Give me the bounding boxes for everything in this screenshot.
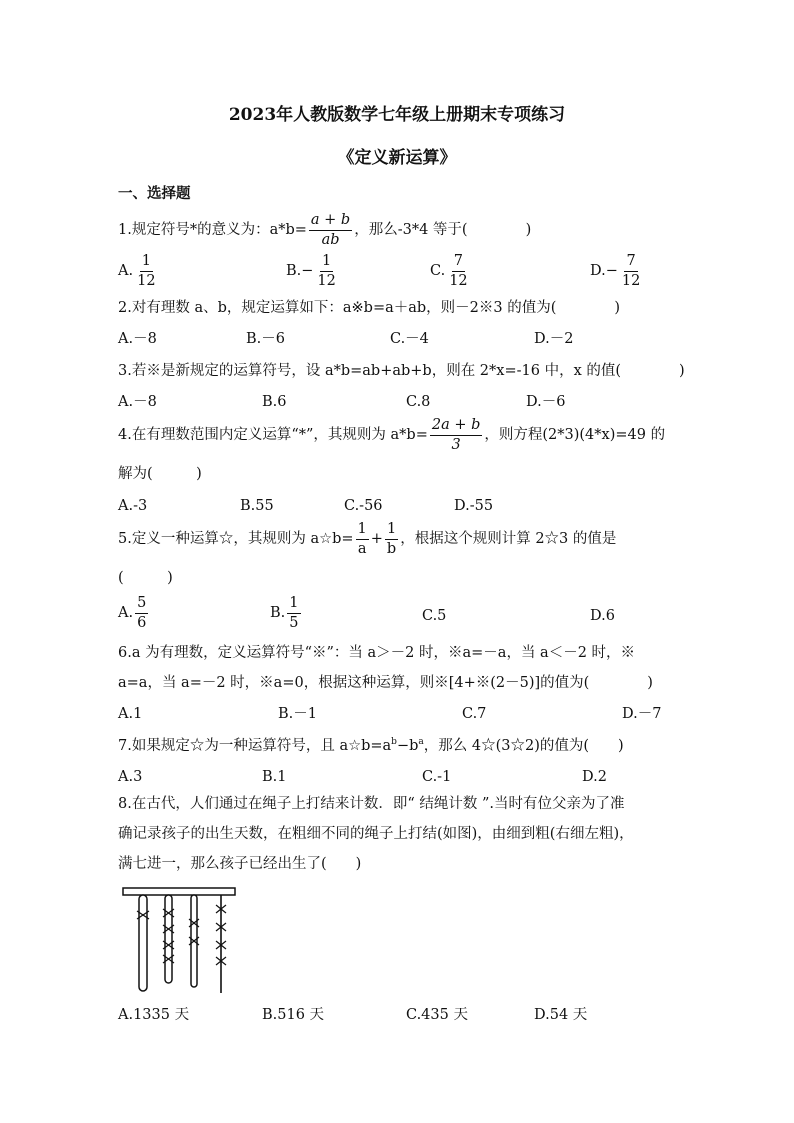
plus-sign: + [370,530,383,547]
fraction-numerator: 1 [356,522,369,540]
question-5-text-before: 5.定义一种运算☆，其规则为 a☆b= [118,530,354,547]
question-3-option-a[interactable]: A.－8 [118,394,157,410]
fraction-denominator: 12 [621,272,641,289]
question-4-text-after: ，则方程(2*3)(4*x)=49 的 [484,426,666,443]
question-7-text-after: ，那么 4☆(3☆2)的值为( ) [423,737,624,754]
fraction-denominator: 6 [137,614,147,631]
question-7-option-c[interactable]: C.-1 [422,769,452,785]
question-1-option-b[interactable] [286,254,340,288]
question-7-option-d[interactable]: D.2 [582,769,607,785]
question-4-option-b[interactable]: B.55 [240,498,274,514]
question-6-option-d[interactable]: D.－7 [622,706,662,722]
question-6-option-a[interactable]: A.1 [118,706,143,722]
question-8-option-a[interactable]: A.1335 天 [118,1007,190,1023]
option-label: A. [118,262,134,279]
question-4-text-before: 4.在有理数范围内定义运算“*”，其规则为 a*b= [118,426,428,443]
question-1-option-c[interactable] [430,254,472,288]
question-3-option-d[interactable]: D.－6 [526,394,566,410]
question-1-option-a[interactable] [118,254,160,288]
question-8-stem-line-1: 8.在古代，人们通过在绳子上打结来计数．即“ 结绳计数 ”.当时有位父亲为了准 [118,796,625,812]
page-title: 2023年人教版数学七年级上册期末专项练习 [228,105,566,125]
question-8-option-b[interactable]: B.516 天 [262,1007,325,1023]
fraction-denominator: 5 [289,614,299,631]
question-2-option-a[interactable]: A.－8 [118,331,157,347]
option-fraction [620,254,642,288]
question-6-option-b[interactable]: B.－1 [278,706,317,722]
fraction-denominator: b [386,540,397,557]
question-2-option-b[interactable]: B.－6 [246,331,285,347]
option-fraction [135,596,148,630]
fraction-denominator: 3 [451,436,461,453]
question-7-option-b[interactable]: B.1 [262,769,287,785]
question-2-option-c[interactable]: C.－4 [390,331,429,347]
fraction-denominator: 12 [449,272,468,289]
fraction-denominator: 12 [317,272,336,289]
page-subtitle: 《定义新运算》 [337,148,457,168]
option-label: D.− [590,262,618,279]
option-label: C. [430,262,446,279]
question-7-option-a[interactable]: A.3 [118,769,143,785]
question-4-option-c[interactable]: C.-56 [344,498,383,514]
fraction-denominator: ab [321,231,340,248]
question-3-stem: 3.若※是新规定的运算符号，设 a*b=ab+ab+b，则在 2*x=-16 中，x 的值( ) [118,363,685,379]
option-label: B.− [286,262,314,279]
question-5-fraction-1 [356,522,369,556]
fraction-numerator: 2a + b [430,418,483,436]
section-heading: 一、选择题 [118,185,191,202]
question-5-option-a[interactable] [118,596,150,630]
question-2-option-d[interactable]: D.－2 [534,331,574,347]
fraction-denominator: 12 [137,272,156,289]
question-6-option-c[interactable]: C.7 [462,706,487,722]
question-1-stem [118,213,531,247]
question-1-fraction [309,213,352,247]
question-7-text-mid: −b [396,737,419,754]
question-5-option-d[interactable]: D.6 [590,608,615,624]
question-8-stem-line-3: 满七进一，那么孩子已经出生了( ) [118,856,362,872]
question-5-stem [118,522,616,556]
option-label: A. [118,604,134,621]
question-4-option-d[interactable]: D.-55 [454,498,494,514]
question-6-stem-line-1: 6.a 为有理数，定义运算符号“※”：当 a＞－2 时，※a=－a，当 a＜－2 时，※ [118,645,636,661]
question-5-option-b[interactable] [270,596,303,630]
option-fraction [447,254,469,288]
question-4-fraction [430,418,483,452]
question-3-option-c[interactable]: C.8 [406,394,431,410]
fraction-numerator: 1 [287,596,300,614]
question-5-option-c[interactable]: C.5 [422,608,447,624]
question-3-option-b[interactable]: B.6 [262,394,287,410]
fraction-denominator: a [357,540,367,557]
question-8-option-c[interactable]: C.435 天 [406,1007,468,1023]
option-fraction [135,254,157,288]
question-5-answer-bracket: ( ) [118,570,173,586]
fraction-numerator: a + b [309,213,352,231]
question-7-text-before: 7.如果规定☆为一种运算符号，且 a☆b=a [118,737,392,754]
fraction-numerator: 1 [320,254,333,272]
question-6-stem-line-2: a=a，当 a=－2 时，※a=0，根据这种运算，则※[4+※(2－5)]的值为( ) [118,675,653,691]
question-2-stem: 2.对有理数 a、b，规定运算如下：a※b=a＋ab，则－2※3 的值为( ) [118,300,621,316]
question-5-text-after: ，根据这个规则计算 2☆3 的值是 [400,530,617,547]
question-1-option-d[interactable] [590,254,644,288]
question-5-fraction-2 [385,522,398,556]
question-8-stem-line-2: 确记录孩子的出生天数，在粗细不同的绳子上打结(如图)，由细到粗(右细左粗)， [118,826,634,842]
question-4-stem-line-2: 解为( ) [118,466,202,482]
question-4-stem [118,418,665,452]
knotted-rope-figure [120,883,250,998]
fraction-numerator: 7 [624,254,637,272]
question-4-option-a[interactable]: A.-3 [118,498,148,514]
option-fraction [315,254,337,288]
exponent: a [418,737,424,747]
fraction-numerator: 1 [385,522,398,540]
question-7-stem [118,738,624,753]
question-1-text-before: 1.规定符号*的意义为：a*b= [118,221,307,238]
option-fraction [287,596,300,630]
fraction-numerator: 7 [452,254,465,272]
question-1-text-after: ，那么-3*4 等于( ) [354,221,532,238]
question-8-option-d[interactable]: D.54 天 [534,1007,588,1023]
fraction-numerator: 1 [140,254,153,272]
option-label: B. [270,604,286,621]
fraction-numerator: 5 [135,596,148,614]
exponent: b [391,737,397,747]
